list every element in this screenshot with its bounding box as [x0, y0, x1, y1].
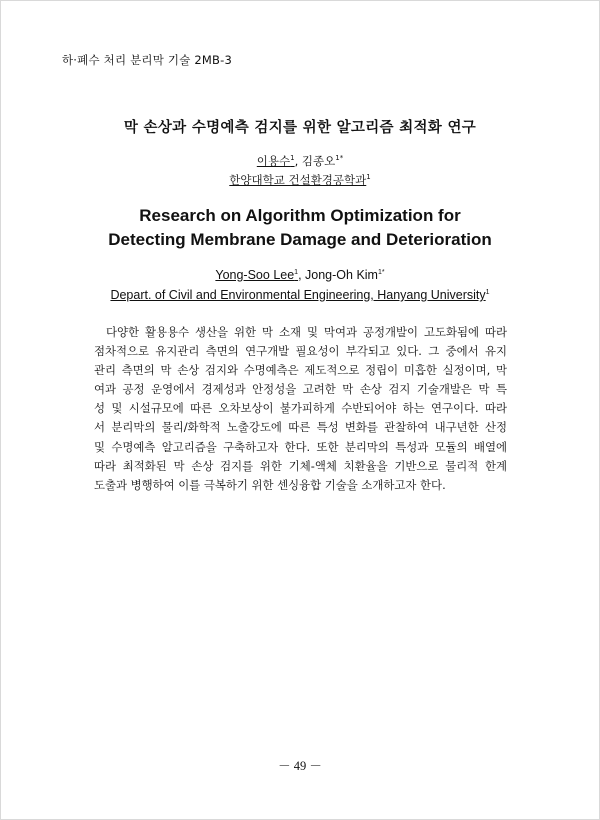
author-separator: , — [298, 268, 306, 282]
abstract-line: 여과 공정 운영에서 경제성과 안정성을 고려한 막 손상 검지 기술개발은 막 특 — [94, 382, 507, 397]
running-header: 하·폐수 처리 분리막 기술 2MB-3 — [62, 53, 232, 67]
korean-authors — [0, 153, 600, 169]
abstract-line: 서 분리막의 물리/화학적 노출강도에 따른 특성 변화를 관찰하여 내구년한 산정 — [94, 420, 507, 435]
korean-author-2: 김종오$^{1*}$ — [301, 154, 344, 168]
english-authors — [0, 268, 600, 282]
abstract-line: 다양한 활용용수 생산을 위한 막 소재 및 막여과 공정개발이 고도화됨에 따라 — [106, 325, 507, 339]
abstract-line: 성 및 시설규모에 따른 오차보상이 불가피하게 수반되어야 하는 연구이다. 따라 — [94, 401, 507, 416]
english-author-2: Jong-Oh Kim$^{1*}$ — [305, 268, 385, 282]
abstract-body — [94, 323, 507, 495]
english-author-1: Yong-Soo Lee$^1$ — [215, 268, 299, 282]
english-title-line-1: Research on Algorithm Optimization for — [139, 206, 461, 225]
abstract-line: 따라 최적화된 막 손상 검지를 위한 기체-액체 치환율을 기반으로 물리적 한계 — [94, 458, 507, 473]
abstract-line: 및 수명예측 알고리즘을 구축하고자 한다. 또한 분리막의 특성과 모듈의 배열에 — [94, 439, 507, 454]
english-title-line-2: Detecting Membrane Damage and Deterioration — [108, 230, 492, 249]
abstract-line: 도출과 병행하여 이를 극복하기 위한 센싱융합 기술을 소개하고자 한다. — [94, 477, 446, 492]
abstract-line: 관리 측면의 막 손상 검지와 수명예측은 제도적으로 정립이 미흡한 실정이며, 막 — [94, 363, 507, 378]
page-number: － 49 － — [278, 759, 322, 773]
english-title — [0, 204, 600, 252]
abstract-line: 점차적으로 유지관리 측면의 연구개발 필요성이 부각되고 있다. 그 중에서 유지 — [94, 344, 507, 359]
korean-title: 막 손상과 수명예측 검지를 위한 알고리즘 최적화 연구 — [123, 120, 477, 136]
author-separator: , — [294, 154, 302, 168]
korean-affiliation: 한양대학교 건설환경공학과$^1$ — [229, 173, 371, 187]
english-affiliation: Depart. of Civil and Environmental Engineering, Hanyang University$^1$ — [110, 288, 490, 302]
korean-author-1: 이용수$^1$ — [256, 154, 295, 168]
